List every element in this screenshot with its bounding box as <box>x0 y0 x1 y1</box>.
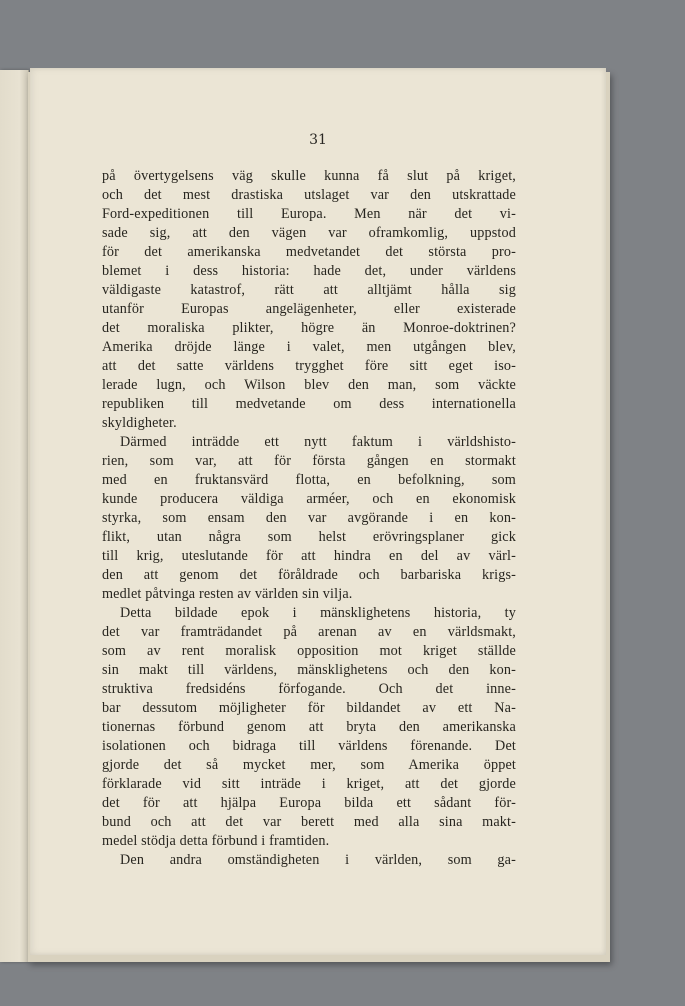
text-line: den att genom det föråldrade och barbariska krigs- <box>102 567 516 583</box>
page-number: 31 <box>309 132 327 148</box>
text-line: styrka, som ensam den var avgörande i en kon- <box>102 510 516 526</box>
text-line: Den andra omständigheten i världen, som ga- <box>120 852 516 868</box>
text-line: sade sig, att den vägen var oframkomlig, uppstod <box>102 225 516 241</box>
text-line: lerade lugn, och Wilson blev den man, som väckte <box>102 377 516 393</box>
text-line: på övertygelsens väg skulle kunna få slut på kriget, <box>102 168 516 184</box>
book-page <box>30 68 606 955</box>
text-line: kunde producera väldiga arméer, och en ekonomisk <box>102 491 516 507</box>
text-line: blemet i dess historia: hade det, under världens <box>102 263 516 279</box>
text-line: att det satte världens trygghet före sitt eget iso- <box>102 358 516 374</box>
text-line: sin makt till världens, mänsklighetens och den kon- <box>102 662 516 678</box>
text-line: isolationen och bidraga till världens förenande. Det <box>102 738 516 754</box>
text-line: skyldigheter. <box>102 415 177 431</box>
text-line: för det amerikanska medvetandet det största pro- <box>102 244 516 260</box>
text-line: tionernas förbund genom att bryta den amerikanska <box>102 719 516 735</box>
text-line: Ford-expeditionen till Europa. Men när det vi- <box>102 206 516 222</box>
text-line: det var framträdandet på arenan av en världsmakt, <box>102 624 516 640</box>
text-line: struktiva fredsidéns förfogande. Och det inne- <box>102 681 516 697</box>
text-line: flikt, utan några som helst erövringsplaner gick <box>102 529 516 545</box>
text-line: bar dessutom möjligheter för bildandet av ett Na- <box>102 700 516 716</box>
body-text <box>102 167 516 870</box>
text-line: Amerika dröjde länge i valet, men utgången blev, <box>102 339 516 355</box>
text-line: det moraliska plikter, högre än Monroe-doktrinen? <box>102 320 516 336</box>
text-line: till krig, uteslutande för att hindra en del av värl- <box>102 548 516 564</box>
text-line: gjorde det så mycket mer, som Amerika öppet <box>102 757 516 773</box>
text-line: rien, som var, att för första gången en stormakt <box>102 453 516 469</box>
text-line: Därmed inträdde ett nytt faktum i världshisto- <box>120 434 516 450</box>
text-line: medel stödja detta förbund i framtiden. <box>102 833 330 849</box>
text-line: och det mest drastiska utslaget var den utskrattade <box>102 187 516 203</box>
text-line: republiken till medvetande om dess internationella <box>102 396 516 412</box>
text-line: bund och att det var berett med alla sina makt- <box>102 814 516 830</box>
text-line: medlet påtvinga resten av världen sin vilja. <box>102 586 353 602</box>
text-line: det för att hjälpa Europa bilda ett sådant för- <box>102 795 516 811</box>
text-line: som av rent moralisk opposition mot kriget ställde <box>102 643 516 659</box>
facing-page-edge <box>0 70 29 962</box>
text-line: med en fruktansvärd flotta, en befolkning, som <box>102 472 516 488</box>
text-line: förklarade vid sitt inträde i kriget, att det gjorde <box>102 776 516 792</box>
text-line: Detta bildade epok i mänsklighetens historia, ty <box>120 605 516 621</box>
text-line: utanför Europas angelägenheter, eller existerade <box>102 301 516 317</box>
text-line: väldigaste katastrof, rätt att alltjämt hålla sig <box>102 282 516 298</box>
